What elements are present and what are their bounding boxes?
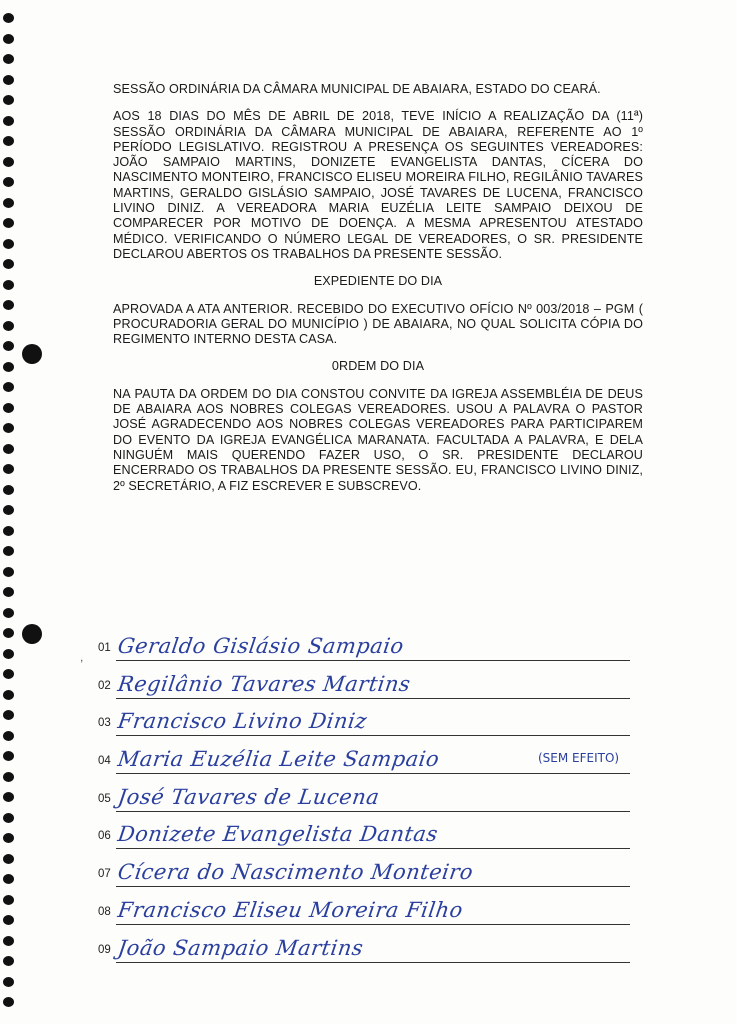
binding-hole xyxy=(3,95,14,105)
signature-row xyxy=(98,858,658,896)
ordem-paragraph: NA PAUTA DA ORDEM DO DIA CONSTOU CONVITE DA IGREJA ASSEMBLÉIA DE DEUS DE ABAIARA AOS NOBRES COLEGAS VEREADORES. USOU A PALAVRA O PASTOR JOSÉ AGRADECENDO AOS NOBRES COLEGAS VEREADORES PARA PARTICIPAREM DO EVENTO DA IGREJA EVANGÉLICA MARANATA. FACULTADA A PALAVRA, E DELA NINGUÉM MAIS QUERENDO FAZER USO, O SR. PRESIDENTE DECLAROU ENCERRADO OS TRABALHOS DA PRESENTE SESSÃO. EU, FRANCISCO LIVINO DINIZ, 2º SECRETÁRIO, A FIZ ESCREVER E SUBSCREVO. xyxy=(113,386,643,493)
signature-row xyxy=(98,934,658,972)
binding-hole xyxy=(3,936,14,946)
binding-hole xyxy=(3,874,14,884)
handwritten-signature: José Tavares de Lucena xyxy=(116,784,382,809)
binding-hole xyxy=(3,177,14,187)
binding-hole xyxy=(3,444,14,454)
binding-hole xyxy=(3,13,14,23)
binding-hole xyxy=(3,116,14,126)
binding-hole xyxy=(3,259,14,269)
signature-number: 05 xyxy=(98,792,111,805)
handwritten-signature: Donizete Evangelista Dantas xyxy=(116,822,440,847)
binding-hole xyxy=(3,526,14,536)
signature-number: 02 xyxy=(98,679,111,692)
binding-hole xyxy=(3,977,14,987)
section-heading-ordem: 0RDEM DO DIA xyxy=(331,359,425,374)
binding-hole xyxy=(3,710,14,720)
signature-row xyxy=(98,896,658,934)
binding-hole xyxy=(3,382,14,392)
signature-line xyxy=(116,811,630,812)
handwritten-signature: Cícera do Nascimento Monteiro xyxy=(116,860,475,885)
binding-hole xyxy=(3,854,14,864)
binding-hole xyxy=(3,403,14,413)
binding-hole xyxy=(3,649,14,659)
binding-hole xyxy=(3,546,14,556)
signature-line xyxy=(116,773,630,774)
binding-holes xyxy=(0,0,20,1024)
binding-hole xyxy=(3,833,14,843)
signature-line xyxy=(116,924,630,925)
binding-hole xyxy=(3,587,14,597)
signature-number: 03 xyxy=(98,717,111,730)
handwritten-signature: Francisco Livino Diniz xyxy=(116,709,369,734)
signature-line xyxy=(116,848,630,849)
signature-number: 08 xyxy=(98,905,111,918)
binding-hole xyxy=(3,198,14,208)
signature-note: (SEM EFEITO) xyxy=(538,751,620,766)
binding-hole xyxy=(3,218,14,228)
signature-list xyxy=(98,632,658,971)
signature-number: 06 xyxy=(98,830,111,843)
binding-hole xyxy=(3,321,14,331)
document-body xyxy=(113,82,643,506)
binding-hole xyxy=(3,136,14,146)
session-title: SESSÃO ORDINÁRIA DA CÂMARA MUNICIPAL DE ABAIARA, ESTADO DO CEARÁ. xyxy=(113,82,601,96)
binding-hole xyxy=(3,669,14,679)
binding-hole xyxy=(3,280,14,290)
signature-line xyxy=(116,735,630,736)
binding-hole xyxy=(3,731,14,741)
handwritten-signature: João Sampaio Martins xyxy=(116,935,365,960)
binding-hole xyxy=(3,956,14,966)
binding-hole xyxy=(3,75,14,85)
binding-hole-large xyxy=(22,344,42,364)
binding-hole xyxy=(3,751,14,761)
binding-hole-large xyxy=(22,624,42,644)
stray-pen-mark: , xyxy=(80,650,84,664)
signature-line xyxy=(116,962,630,963)
expediente-paragraph: APROVADA A ATA ANTERIOR. RECEBIDO DO EXECUTIVO OFÍCIO Nº 003/2018 – PGM ( PROCURADORIA GERAL DO MUNICÍPIO ) DE ABAIARA, NO QUAL SOLICITA CÓPIA DO REGIMENTO INTERNO DESTA CASA. xyxy=(113,301,643,347)
signature-number: 07 xyxy=(98,868,111,881)
binding-hole xyxy=(3,505,14,515)
signature-row xyxy=(98,745,658,783)
signature-number: 09 xyxy=(98,943,111,956)
binding-hole xyxy=(3,772,14,782)
binding-hole xyxy=(3,813,14,823)
binding-hole xyxy=(3,157,14,167)
handwritten-signature: Maria Euzélia Leite Sampaio xyxy=(116,747,441,772)
signature-number: 04 xyxy=(98,755,111,768)
binding-hole xyxy=(3,464,14,474)
opening-paragraph: AOS 18 DIAS DO MÊS DE ABRIL DE 2018, TEVE INÍCIO A REALIZAÇÃO DA (11ª) SESSÃO ORDINÁRIA DA CÂMARA MUNICIPAL DE ABAIARA, REFERENTE AO 1º PERÍODO LEGISLATIVO. REGISTROU A PRESENÇA OS SEGUINTES VEREADORES: JOÃO SAMPAIO MARTINS, DONIZETE EVANGELISTA DANTAS, CÍCERA DO NASCIMENTO MONTEIRO, FRANCISCO ELISEU MOREIRA FILHO, REGILÂNIO TAVARES MARTINS, GERALDO GISLÁSIO SAMPAIO, JOSÉ TAVARES DE LUCENA, FRANCISCO LIVINO DINIZ. A VEREADORA MARIA EUZÉLIA LEITE SAMPAIO DEIXOU DE COMPARECER POR MOTIVO DE DOENÇA. A MESMA APRESENTOU ATESTADO MÉDICO. VERIFICANDO O NÚMERO LEGAL DE VEREADORES, O SR. PRESIDENTE DECLAROU ABERTOS OS TRABALHOS DA PRESENTE SESSÃO. xyxy=(113,109,643,261)
binding-hole xyxy=(3,628,14,638)
binding-hole xyxy=(3,300,14,310)
binding-hole xyxy=(3,239,14,249)
signature-row xyxy=(98,632,658,670)
signature-row xyxy=(98,820,658,858)
signature-row xyxy=(98,670,658,708)
signature-number: 01 xyxy=(98,642,111,654)
binding-hole xyxy=(3,54,14,64)
binding-hole xyxy=(3,608,14,618)
handwritten-signature: Geraldo Gislásio Sampaio xyxy=(116,634,406,658)
binding-hole xyxy=(3,895,14,905)
signature-row xyxy=(98,783,658,821)
binding-hole xyxy=(3,997,14,1007)
signature-row xyxy=(98,707,658,745)
binding-hole xyxy=(3,792,14,802)
signature-line xyxy=(116,698,630,699)
handwritten-signature: Francisco Eliseu Moreira Filho xyxy=(116,897,465,922)
handwritten-signature: Regilânio Tavares Martins xyxy=(116,671,413,696)
binding-hole xyxy=(3,485,14,495)
signature-line xyxy=(116,886,630,887)
binding-hole xyxy=(3,690,14,700)
binding-hole xyxy=(3,341,14,351)
signature-line xyxy=(116,660,630,661)
binding-hole xyxy=(3,567,14,577)
binding-hole xyxy=(3,34,14,44)
binding-hole xyxy=(3,423,14,433)
binding-hole xyxy=(3,362,14,372)
binding-hole xyxy=(3,915,14,925)
section-heading-expediente: EXPEDIENTE DO DIA xyxy=(313,274,443,289)
